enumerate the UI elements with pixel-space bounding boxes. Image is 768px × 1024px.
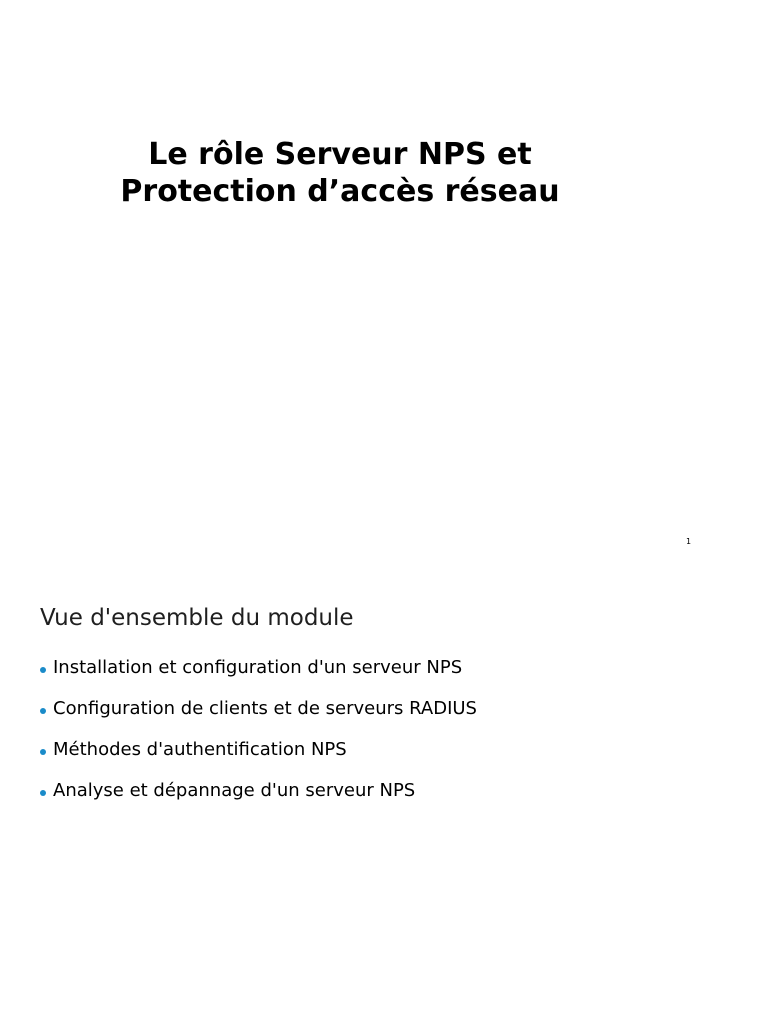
module-overview-heading: Vue d'ensemble du module (40, 605, 354, 631)
bullet-icon (40, 790, 46, 796)
list-item-text: Installation et configuration d'un serveur NPS (53, 657, 463, 678)
slide-title-heading (0, 136, 680, 210)
list-item (40, 695, 477, 736)
title-line-1: Le rôle Serveur NPS et (148, 137, 532, 172)
list-item (40, 777, 477, 818)
list-item (40, 654, 477, 695)
list-item (40, 736, 477, 777)
list-item-text: Méthodes d'authentification NPS (53, 739, 347, 760)
slide-module-overview (0, 560, 768, 1024)
title-line-2: Protection d’accès réseau (120, 174, 560, 209)
bullet-icon (40, 708, 46, 714)
bullet-icon (40, 667, 46, 673)
page-number: 1 (686, 537, 692, 546)
list-item-text: Analyse et dépannage d'un serveur NPS (53, 780, 416, 801)
bullet-icon (40, 749, 46, 755)
list-item-text: Configuration de clients et de serveurs RADIUS (53, 698, 477, 719)
topic-list (40, 654, 477, 818)
